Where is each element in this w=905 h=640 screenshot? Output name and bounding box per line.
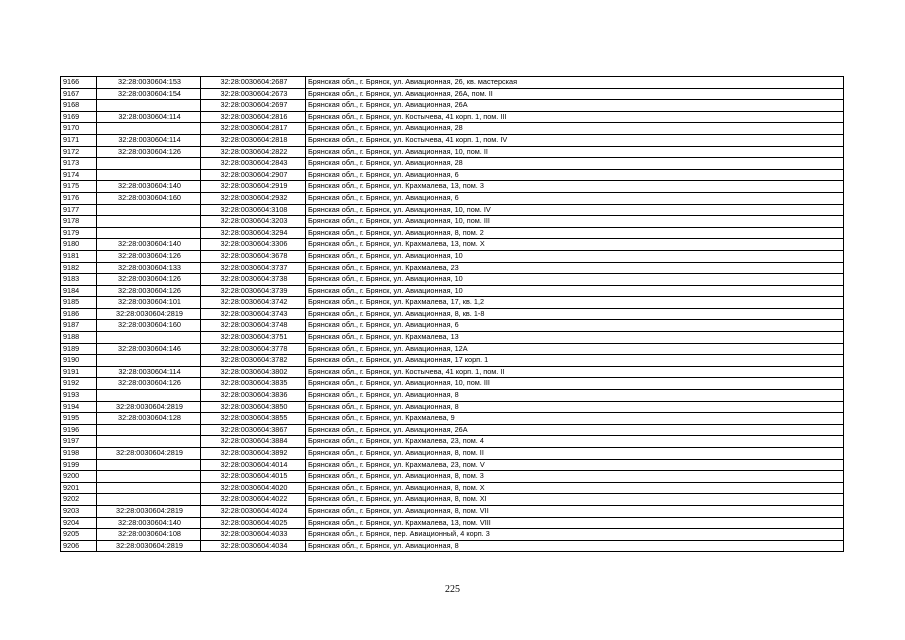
- cadastral-number-cell: 32:28:0030604:2697: [201, 100, 306, 112]
- parent-cadastral-number-cell: [97, 390, 201, 402]
- row-number-cell: 9173: [61, 158, 97, 170]
- parent-cadastral-number-cell: [97, 355, 201, 367]
- cadastral-number-cell: 32:28:0030604:3294: [201, 227, 306, 239]
- row-number-cell: 9186: [61, 308, 97, 320]
- row-number-cell: 9171: [61, 134, 97, 146]
- address-cell: Брянская обл., г. Брянск, ул. Авиационная, 26А: [306, 424, 844, 436]
- parent-cadastral-number-cell: 32:28:0030604:114: [97, 111, 201, 123]
- parent-cadastral-number-cell: [97, 424, 201, 436]
- cadastral-number-cell: 32:28:0030604:3850: [201, 401, 306, 413]
- table-row: [61, 366, 844, 378]
- row-number-cell: 9174: [61, 169, 97, 181]
- cadastral-number-cell: 32:28:0030604:3738: [201, 274, 306, 286]
- table-row: [61, 227, 844, 239]
- parent-cadastral-number-cell: 32:28:0030604:108: [97, 529, 201, 541]
- row-number-cell: 9204: [61, 517, 97, 529]
- parent-cadastral-number-cell: 32:28:0030604:2819: [97, 505, 201, 517]
- parent-cadastral-number-cell: [97, 204, 201, 216]
- address-cell: Брянская обл., г. Брянск, ул. Авиационная, 8, пом. 2: [306, 227, 844, 239]
- registry-table-body: [61, 77, 844, 552]
- address-cell: Брянская обл., г. Брянск, ул. Авиационная, 8, пом. XI: [306, 494, 844, 506]
- registry-table: [60, 76, 844, 552]
- parent-cadastral-number-cell: 32:28:0030604:140: [97, 517, 201, 529]
- parent-cadastral-number-cell: 32:28:0030604:2819: [97, 448, 201, 460]
- cadastral-number-cell: 32:28:0030604:2919: [201, 181, 306, 193]
- address-cell: Брянская обл., г. Брянск, ул. Авиационная, 26А, пом. II: [306, 88, 844, 100]
- parent-cadastral-number-cell: [97, 100, 201, 112]
- parent-cadastral-number-cell: 32:28:0030604:133: [97, 262, 201, 274]
- cadastral-number-cell: 32:28:0030604:4024: [201, 505, 306, 517]
- parent-cadastral-number-cell: 32:28:0030604:153: [97, 77, 201, 89]
- table-row: [61, 134, 844, 146]
- cadastral-number-cell: 32:28:0030604:2822: [201, 146, 306, 158]
- table-row: [61, 285, 844, 297]
- table-row: [61, 540, 844, 552]
- parent-cadastral-number-cell: 32:28:0030604:2819: [97, 540, 201, 552]
- row-number-cell: 9190: [61, 355, 97, 367]
- table-row: [61, 77, 844, 89]
- cadastral-number-cell: 32:28:0030604:3782: [201, 355, 306, 367]
- table-row: [61, 529, 844, 541]
- table-row: [61, 297, 844, 309]
- row-number-cell: 9184: [61, 285, 97, 297]
- address-cell: Брянская обл., г. Брянск, ул. Авиационная, 8, пом. 3: [306, 471, 844, 483]
- table-row: [61, 192, 844, 204]
- parent-cadastral-number-cell: 32:28:0030604:154: [97, 88, 201, 100]
- table-row: [61, 378, 844, 390]
- cadastral-number-cell: 32:28:0030604:4015: [201, 471, 306, 483]
- table-row: [61, 216, 844, 228]
- table-row: [61, 448, 844, 460]
- parent-cadastral-number-cell: 32:28:0030604:114: [97, 366, 201, 378]
- cadastral-number-cell: 32:28:0030604:2687: [201, 77, 306, 89]
- table-row: [61, 482, 844, 494]
- table-row: [61, 88, 844, 100]
- address-cell: Брянская обл., г. Брянск, ул. Авиационная, 10: [306, 274, 844, 286]
- row-number-cell: 9187: [61, 320, 97, 332]
- parent-cadastral-number-cell: 32:28:0030604:140: [97, 239, 201, 251]
- row-number-cell: 9193: [61, 390, 97, 402]
- address-cell: Брянская обл., г. Брянск, ул. Авиационная, 26А: [306, 100, 844, 112]
- cadastral-number-cell: 32:28:0030604:3892: [201, 448, 306, 460]
- cadastral-number-cell: 32:28:0030604:2907: [201, 169, 306, 181]
- parent-cadastral-number-cell: 32:28:0030604:160: [97, 320, 201, 332]
- row-number-cell: 9199: [61, 459, 97, 471]
- table-row: [61, 181, 844, 193]
- address-cell: Брянская обл., г. Брянск, ул. Авиационная, 10: [306, 250, 844, 262]
- cadastral-number-cell: 32:28:0030604:2817: [201, 123, 306, 135]
- row-number-cell: 9175: [61, 181, 97, 193]
- parent-cadastral-number-cell: [97, 216, 201, 228]
- cadastral-number-cell: 32:28:0030604:3748: [201, 320, 306, 332]
- parent-cadastral-number-cell: 32:28:0030604:126: [97, 274, 201, 286]
- address-cell: Брянская обл., г. Брянск, ул. Авиационная, 10, пом. II: [306, 146, 844, 158]
- table-row: [61, 343, 844, 355]
- row-number-cell: 9195: [61, 413, 97, 425]
- row-number-cell: 9183: [61, 274, 97, 286]
- table-row: [61, 239, 844, 251]
- address-cell: Брянская обл., г. Брянск, ул. Авиационная, 8: [306, 401, 844, 413]
- row-number-cell: 9166: [61, 77, 97, 89]
- row-number-cell: 9182: [61, 262, 97, 274]
- table-row: [61, 100, 844, 112]
- table-row: [61, 274, 844, 286]
- table-row: [61, 250, 844, 262]
- row-number-cell: 9168: [61, 100, 97, 112]
- row-number-cell: 9172: [61, 146, 97, 158]
- cadastral-number-cell: 32:28:0030604:4022: [201, 494, 306, 506]
- parent-cadastral-number-cell: [97, 471, 201, 483]
- parent-cadastral-number-cell: 32:28:0030604:114: [97, 134, 201, 146]
- address-cell: Брянская обл., г. Брянск, ул. Авиационная, 8, кв. 1-8: [306, 308, 844, 320]
- address-cell: Брянская обл., г. Брянск, ул. Авиационная, 12А: [306, 343, 844, 355]
- parent-cadastral-number-cell: 32:28:0030604:2819: [97, 401, 201, 413]
- table-row: [61, 169, 844, 181]
- table-row: [61, 424, 844, 436]
- row-number-cell: 9192: [61, 378, 97, 390]
- cadastral-number-cell: 32:28:0030604:4034: [201, 540, 306, 552]
- cadastral-number-cell: 32:28:0030604:3737: [201, 262, 306, 274]
- table-row: [61, 471, 844, 483]
- cadastral-number-cell: 32:28:0030604:2818: [201, 134, 306, 146]
- table-row: [61, 146, 844, 158]
- cadastral-number-cell: 32:28:0030604:3802: [201, 366, 306, 378]
- cadastral-number-cell: 32:28:0030604:3742: [201, 297, 306, 309]
- cadastral-number-cell: 32:28:0030604:3306: [201, 239, 306, 251]
- address-cell: Брянская обл., г. Брянск, ул. Авиационная, 6: [306, 169, 844, 181]
- parent-cadastral-number-cell: [97, 459, 201, 471]
- address-cell: Брянская обл., г. Брянск, ул. Крахмалева, 13: [306, 332, 844, 344]
- parent-cadastral-number-cell: [97, 482, 201, 494]
- address-cell: Брянская обл., г. Брянск, ул. Костычева, 41 корп. 1, пом. III: [306, 111, 844, 123]
- address-cell: Брянская обл., г. Брянск, ул. Авиационная, 8, пом. II: [306, 448, 844, 460]
- table-row: [61, 320, 844, 332]
- row-number-cell: 9191: [61, 366, 97, 378]
- parent-cadastral-number-cell: [97, 494, 201, 506]
- table-row: [61, 158, 844, 170]
- address-cell: Брянская обл., г. Брянск, ул. Авиационная, 6: [306, 320, 844, 332]
- row-number-cell: 9176: [61, 192, 97, 204]
- row-number-cell: 9177: [61, 204, 97, 216]
- address-cell: Брянская обл., г. Брянск, ул. Авиационная, 10, пом. IV: [306, 204, 844, 216]
- row-number-cell: 9205: [61, 529, 97, 541]
- cadastral-number-cell: 32:28:0030604:3836: [201, 390, 306, 402]
- address-cell: Брянская обл., г. Брянск, ул. Костычева, 41 корп. 1, пом. IV: [306, 134, 844, 146]
- address-cell: Брянская обл., г. Брянск, ул. Авиационная, 26, кв. мастерская: [306, 77, 844, 89]
- parent-cadastral-number-cell: 32:28:0030604:126: [97, 146, 201, 158]
- cadastral-number-cell: 32:28:0030604:4025: [201, 517, 306, 529]
- cadastral-number-cell: 32:28:0030604:3884: [201, 436, 306, 448]
- address-cell: Брянская обл., г. Брянск, ул. Авиационная, 10: [306, 285, 844, 297]
- address-cell: Брянская обл., г. Брянск, ул. Крахмалева, 9: [306, 413, 844, 425]
- row-number-cell: 9170: [61, 123, 97, 135]
- address-cell: Брянская обл., г. Брянск, ул. Авиационная, 8, пом. VII: [306, 505, 844, 517]
- address-cell: Брянская обл., г. Брянск, ул. Крахмалева, 13, пом. 3: [306, 181, 844, 193]
- address-cell: Брянская обл., г. Брянск, ул. Авиационная, 6: [306, 192, 844, 204]
- address-cell: Брянская обл., г. Брянск, ул. Авиационная, 28: [306, 158, 844, 170]
- row-number-cell: 9202: [61, 494, 97, 506]
- row-number-cell: 9180: [61, 239, 97, 251]
- address-cell: Брянская обл., г. Брянск, ул. Крахмалева, 17, кв. 1,2: [306, 297, 844, 309]
- parent-cadastral-number-cell: 32:28:0030604:126: [97, 250, 201, 262]
- table-row: [61, 332, 844, 344]
- address-cell: Брянская обл., г. Брянск, ул. Авиационная, 28: [306, 123, 844, 135]
- cadastral-number-cell: 32:28:0030604:2816: [201, 111, 306, 123]
- table-row: [61, 413, 844, 425]
- table-row: [61, 494, 844, 506]
- table-row: [61, 517, 844, 529]
- row-number-cell: 9200: [61, 471, 97, 483]
- parent-cadastral-number-cell: [97, 436, 201, 448]
- row-number-cell: 9198: [61, 448, 97, 460]
- table-row: [61, 111, 844, 123]
- parent-cadastral-number-cell: [97, 332, 201, 344]
- cadastral-number-cell: 32:28:0030604:3743: [201, 308, 306, 320]
- address-cell: Брянская обл., г. Брянск, ул. Крахмалева, 13, пом. VIII: [306, 517, 844, 529]
- table-row: [61, 262, 844, 274]
- parent-cadastral-number-cell: 32:28:0030604:126: [97, 285, 201, 297]
- row-number-cell: 9169: [61, 111, 97, 123]
- cadastral-number-cell: 32:28:0030604:2932: [201, 192, 306, 204]
- parent-cadastral-number-cell: 32:28:0030604:146: [97, 343, 201, 355]
- parent-cadastral-number-cell: [97, 169, 201, 181]
- address-cell: Брянская обл., г. Брянск, пер. Авиационный, 4 корп. 3: [306, 529, 844, 541]
- table-row: [61, 123, 844, 135]
- parent-cadastral-number-cell: 32:28:0030604:160: [97, 192, 201, 204]
- cadastral-number-cell: 32:28:0030604:3739: [201, 285, 306, 297]
- address-cell: Брянская обл., г. Брянск, ул. Авиационная, 8, пом. X: [306, 482, 844, 494]
- address-cell: Брянская обл., г. Брянск, ул. Авиационная, 10, пом. III: [306, 216, 844, 228]
- row-number-cell: 9196: [61, 424, 97, 436]
- parent-cadastral-number-cell: [97, 158, 201, 170]
- cadastral-number-cell: 32:28:0030604:3108: [201, 204, 306, 216]
- table-row: [61, 436, 844, 448]
- address-cell: Брянская обл., г. Брянск, ул. Авиационная, 17 корп. 1: [306, 355, 844, 367]
- row-number-cell: 9189: [61, 343, 97, 355]
- row-number-cell: 9178: [61, 216, 97, 228]
- address-cell: Брянская обл., г. Брянск, ул. Костычева, 41 корп. 1, пом. II: [306, 366, 844, 378]
- table-row: [61, 401, 844, 413]
- row-number-cell: 9188: [61, 332, 97, 344]
- address-cell: Брянская обл., г. Брянск, ул. Авиационная, 8: [306, 390, 844, 402]
- table-row: [61, 204, 844, 216]
- row-number-cell: 9181: [61, 250, 97, 262]
- cadastral-number-cell: 32:28:0030604:3855: [201, 413, 306, 425]
- address-cell: Брянская обл., г. Брянск, ул. Авиационная, 10, пом. III: [306, 378, 844, 390]
- address-cell: Брянская обл., г. Брянск, ул. Авиационная, 8: [306, 540, 844, 552]
- cadastral-number-cell: 32:28:0030604:2673: [201, 88, 306, 100]
- table-row: [61, 355, 844, 367]
- parent-cadastral-number-cell: 32:28:0030604:140: [97, 181, 201, 193]
- cadastral-number-cell: 32:28:0030604:4033: [201, 529, 306, 541]
- row-number-cell: 9203: [61, 505, 97, 517]
- cadastral-number-cell: 32:28:0030604:3778: [201, 343, 306, 355]
- table-row: [61, 390, 844, 402]
- address-cell: Брянская обл., г. Брянск, ул. Крахмалева, 23, пом. 4: [306, 436, 844, 448]
- cadastral-number-cell: 32:28:0030604:3835: [201, 378, 306, 390]
- table-row: [61, 505, 844, 517]
- row-number-cell: 9167: [61, 88, 97, 100]
- row-number-cell: 9194: [61, 401, 97, 413]
- page-number: 225: [445, 584, 460, 595]
- cadastral-number-cell: 32:28:0030604:2843: [201, 158, 306, 170]
- table-row: [61, 459, 844, 471]
- parent-cadastral-number-cell: 32:28:0030604:2819: [97, 308, 201, 320]
- address-cell: Брянская обл., г. Брянск, ул. Крахмалева, 23: [306, 262, 844, 274]
- parent-cadastral-number-cell: [97, 123, 201, 135]
- parent-cadastral-number-cell: 32:28:0030604:126: [97, 378, 201, 390]
- row-number-cell: 9179: [61, 227, 97, 239]
- table-row: [61, 308, 844, 320]
- row-number-cell: 9185: [61, 297, 97, 309]
- parent-cadastral-number-cell: 32:28:0030604:128: [97, 413, 201, 425]
- address-cell: Брянская обл., г. Брянск, ул. Крахмалева, 23, пом. V: [306, 459, 844, 471]
- cadastral-number-cell: 32:28:0030604:3751: [201, 332, 306, 344]
- address-cell: Брянская обл., г. Брянск, ул. Крахмалева, 13, пом. X: [306, 239, 844, 251]
- parent-cadastral-number-cell: 32:28:0030604:101: [97, 297, 201, 309]
- cadastral-number-cell: 32:28:0030604:3867: [201, 424, 306, 436]
- row-number-cell: 9197: [61, 436, 97, 448]
- cadastral-number-cell: 32:28:0030604:3678: [201, 250, 306, 262]
- cadastral-number-cell: 32:28:0030604:4014: [201, 459, 306, 471]
- row-number-cell: 9201: [61, 482, 97, 494]
- cadastral-number-cell: 32:28:0030604:3203: [201, 216, 306, 228]
- cadastral-number-cell: 32:28:0030604:4020: [201, 482, 306, 494]
- parent-cadastral-number-cell: [97, 227, 201, 239]
- row-number-cell: 9206: [61, 540, 97, 552]
